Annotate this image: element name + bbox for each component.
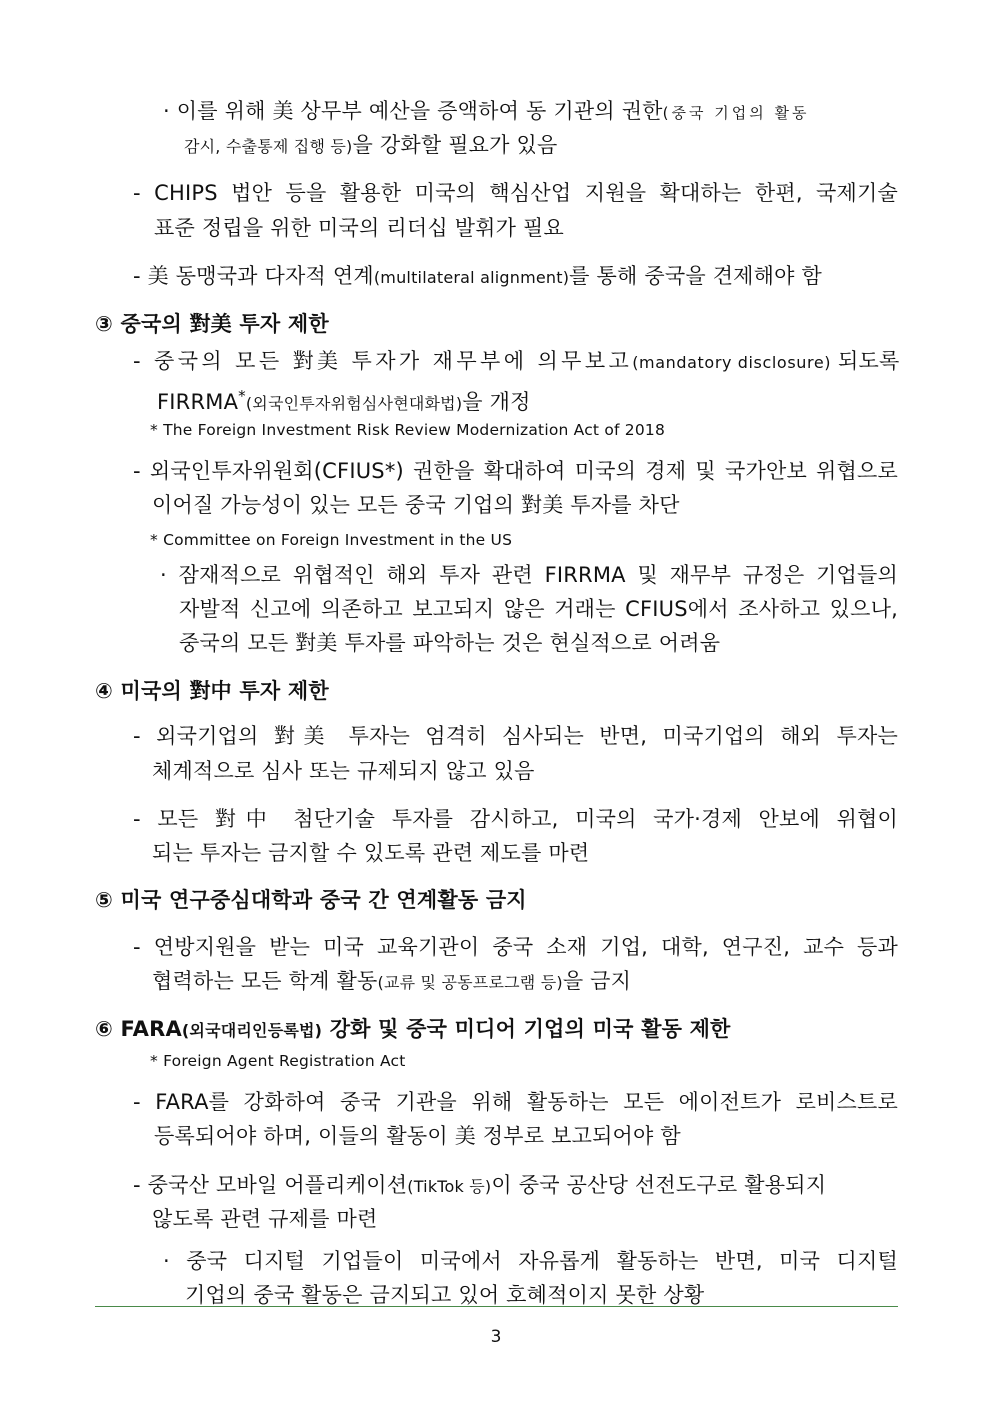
- text: 이 중국 공산당 선전도구로 활용되지: [491, 1173, 827, 1197]
- footnote: * Foreign Agent Registration Act: [150, 1052, 406, 1070]
- dash-line-cont: 등록되어야 하며, 이들의 활동이 美 정부로 보고되어야 함: [154, 1124, 681, 1148]
- text: 을 금지: [562, 969, 632, 993]
- text-small: 감시, 수출통제 집행 등): [184, 137, 353, 156]
- page-number: 3: [490, 1327, 502, 1347]
- bullet-line-cont: 기업의 중국 활동은 금지되고 있어 호혜적이지 못한 상황: [185, 1283, 705, 1307]
- text-small: (mandatory disclosure): [632, 353, 832, 372]
- dash-line: - FARA를 강화하여 중국 기관을 위해 활동하는 모든 에이전트가 로비스트로: [133, 1090, 898, 1114]
- dash-line: - 모든 對中 첨단기술 투자를 감시하고, 미국의 국가·경제 안보에 위협이: [133, 807, 898, 831]
- text: 강화 및 중국 미디어 기업의 미국 활동 제한: [322, 1017, 731, 1041]
- bullet-line: · 잠재적으로 위협적인 해외 투자 관련 FIRRMA 및 재무부 규정은 기업들의: [160, 563, 898, 587]
- bullet-line-cont: [184, 131, 558, 161]
- dash-line: - 외국기업의 對美 투자는 엄격히 심사되는 반면, 미국기업의 해외 투자는: [133, 724, 898, 748]
- section-heading-4: ④ 미국의 對中 투자 제한: [95, 679, 329, 703]
- dash-line-cont: 이어질 가능성이 있는 모든 중국 기업의 對美 투자를 차단: [152, 493, 680, 517]
- section-heading-5: ⑤ 미국 연구중심대학과 중국 간 연계활동 금지: [95, 888, 527, 912]
- text-small: (외국대리인등록법): [181, 1021, 323, 1040]
- footnote-mark: *: [238, 387, 246, 405]
- text: 되도록: [831, 349, 900, 373]
- text-small: (TikTok 등): [407, 1177, 492, 1196]
- text: · 이를 위해 美 상무부 예산을 증액하여 동 기관의 권한: [163, 99, 663, 123]
- dash-line: - 외국인투자위원회(CFIUS*) 권한을 확대하여 미국의 경제 및 국가안보 위협으로: [133, 459, 898, 483]
- dash-line-cont: 표준 정립을 위한 미국의 리더십 발휘가 필요: [154, 216, 564, 240]
- text-small: (교류 및 공동프로그램 등): [377, 973, 563, 992]
- dash-line: [133, 262, 822, 292]
- bullet-line: · 중국 디지털 기업들이 미국에서 자유롭게 활동하는 반면, 미국 디지털: [163, 1249, 898, 1273]
- text-small: (중국 기업의 활동: [662, 104, 810, 122]
- text: - 美 동맹국과 다자적 연계: [133, 264, 374, 288]
- dash-line-cont: [157, 382, 531, 418]
- footnote: * Committee on Foreign Investment in the US: [150, 531, 513, 549]
- footer-divider: [95, 1306, 898, 1307]
- dash-line-cont: 체계적으로 심사 또는 규제되지 않고 있음: [152, 759, 535, 783]
- text: - 중국의 모든 對美 투자가 재무부에 의무보고: [133, 349, 633, 373]
- footnote: * The Foreign Investment Risk Review Modernization Act of 2018: [150, 421, 666, 439]
- section-heading-6: [95, 1015, 731, 1045]
- dash-line: [133, 1171, 826, 1201]
- text-small: (외국인투자위험심사현대화법): [245, 394, 463, 413]
- text-small: (multilateral alignment): [373, 268, 570, 287]
- section-heading-3: ③ 중국의 對美 투자 제한: [95, 312, 329, 336]
- bullet-line: [163, 97, 898, 127]
- dash-line: - 연방지원을 받는 미국 교육기관이 중국 소재 기업, 대학, 연구진, 교수 등과: [133, 935, 898, 959]
- text: FIRRMA: [157, 390, 239, 414]
- dash-line-cont: 되는 투자는 금지할 수 있도록 관련 제도를 마련: [152, 841, 590, 865]
- text: 협력하는 모든 학계 활동: [152, 969, 378, 993]
- dash-line-cont: 않도록 관련 규제를 마련: [152, 1207, 378, 1231]
- bullet-line-cont: 중국의 모든 對美 투자를 파악하는 것은 현실적으로 어려움: [179, 631, 721, 655]
- text: ⑥ FARA: [95, 1017, 182, 1041]
- bullet-line-cont: 자발적 신고에 의존하고 보고되지 않은 거래는 CFIUS에서 조사하고 있으나,: [179, 597, 898, 621]
- text: 을 개정: [462, 390, 531, 414]
- text: 을 강화할 필요가 있음: [352, 133, 558, 157]
- text: - 중국산 모바일 어플리케이션: [133, 1173, 408, 1197]
- dash-line: - CHIPS 법안 등을 활용한 미국의 핵심산업 지원을 확대하는 한편, 국제기술: [133, 181, 898, 205]
- dash-line: [133, 347, 898, 377]
- dash-line-cont: [152, 967, 631, 997]
- text: 를 통해 중국을 견제해야 함: [569, 264, 823, 288]
